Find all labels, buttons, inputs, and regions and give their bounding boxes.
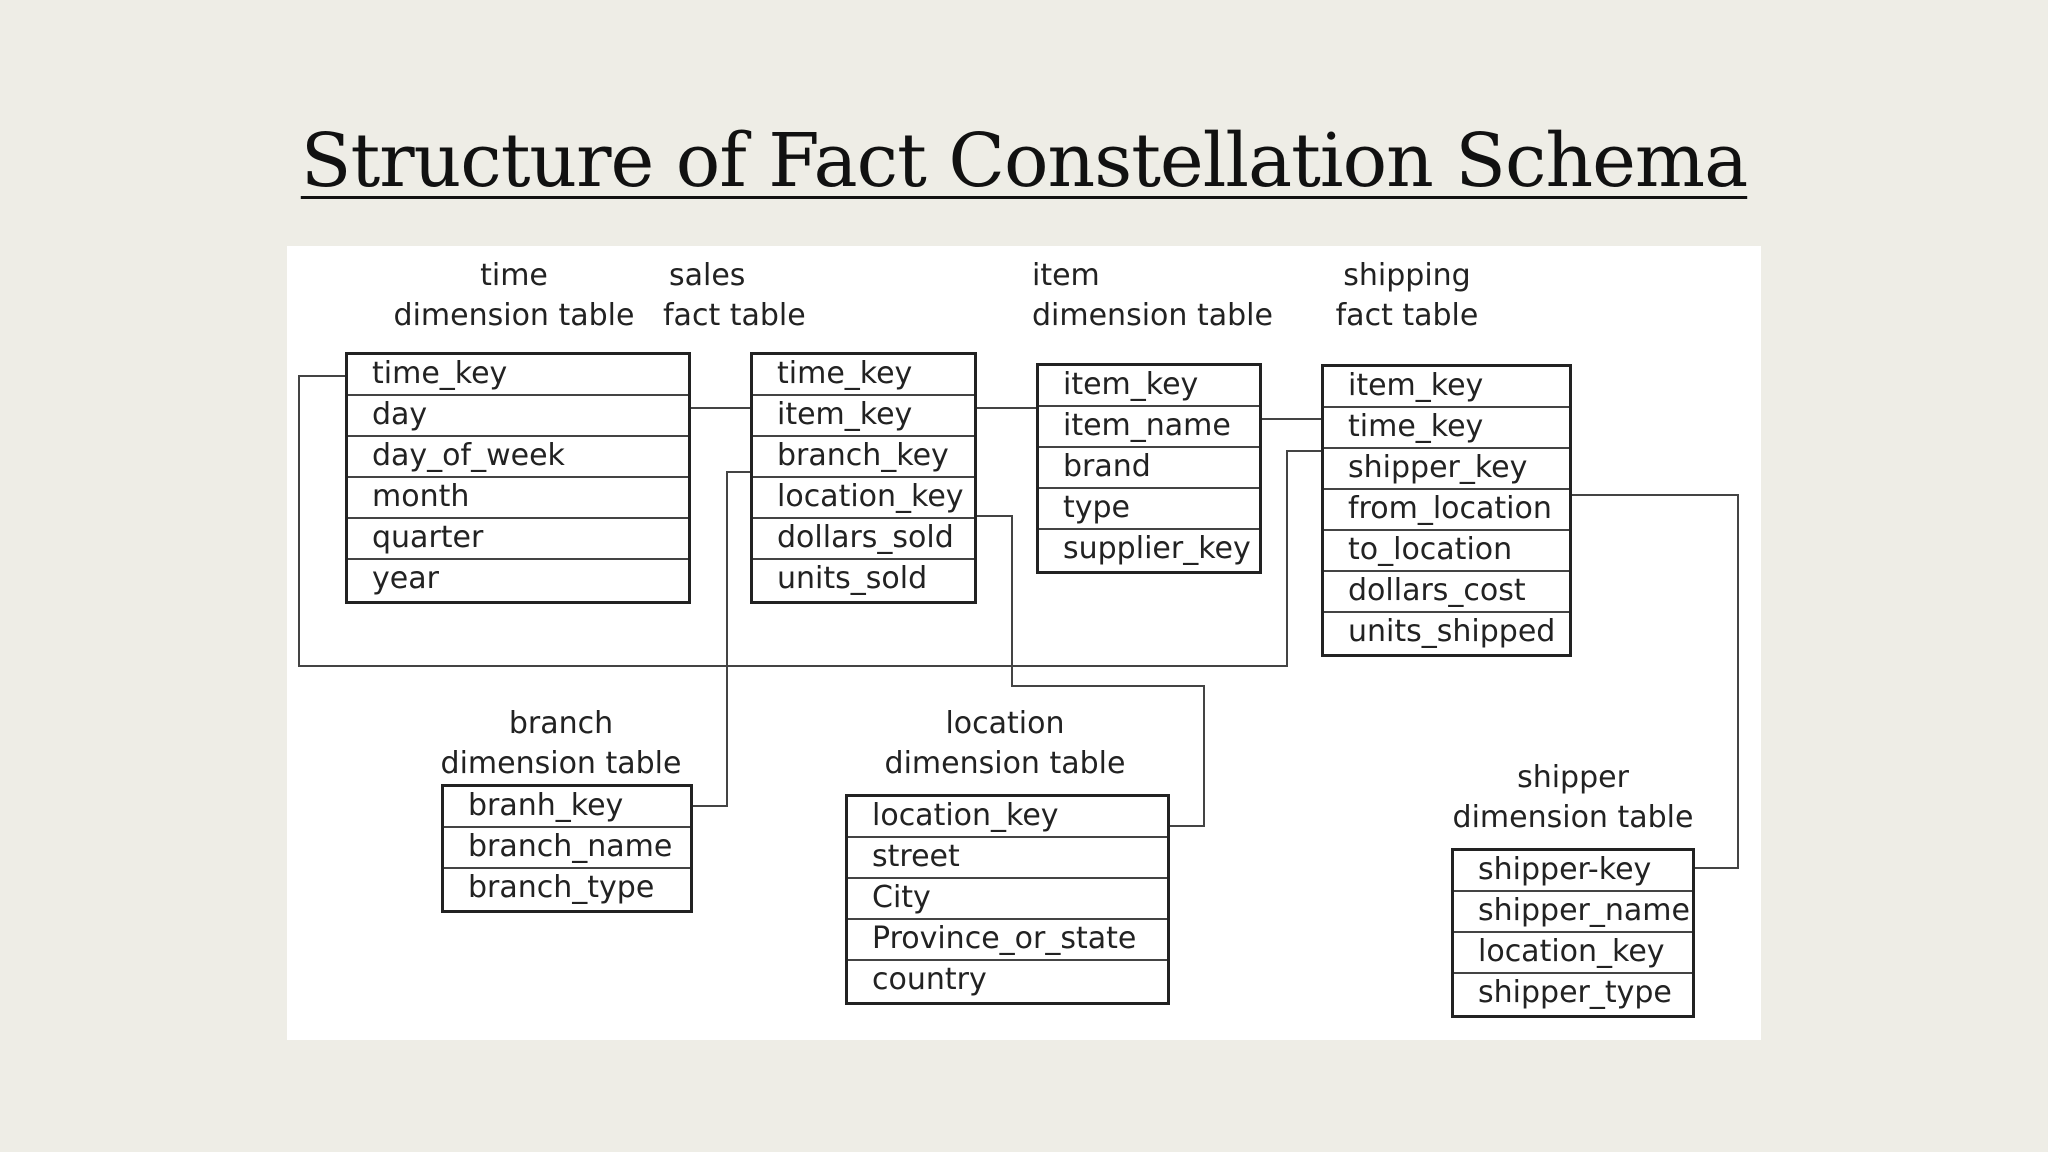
branch-dimension-table <box>441 784 693 913</box>
slide-title: Structure of Fact Constellation Schema <box>300 118 1748 204</box>
table-row: Province_or_state <box>848 920 1167 961</box>
table-row: day_of_week <box>348 437 688 478</box>
table-row: brand <box>1039 448 1259 489</box>
table-row: location_key <box>848 797 1167 838</box>
time-table-caption: time dimension table <box>393 258 635 333</box>
table-row: dollars_sold <box>753 519 974 560</box>
table-row: item_name <box>1039 407 1259 448</box>
sales-fact-table <box>750 352 977 604</box>
table-row: units_shipped <box>1348 614 1556 649</box>
location-table-caption: location dimension table <box>884 706 1126 781</box>
table-row: time_key <box>348 355 688 396</box>
shipper-table-caption: shipper dimension table <box>1452 760 1694 835</box>
table-row: shipper-key <box>1454 851 1692 892</box>
table-row: City <box>848 879 1167 920</box>
shipping-table-caption: shipping fact table <box>1335 258 1479 333</box>
item-dimension-table <box>1036 363 1262 574</box>
table-row: from_location <box>1324 490 1569 531</box>
table-row: day <box>348 396 688 437</box>
table-row: branch_key <box>753 437 974 478</box>
shipper-dimension-table <box>1451 848 1695 1018</box>
shipping-fact-table <box>1321 364 1572 657</box>
table-row: shipper_type <box>1478 975 1672 1010</box>
table-row: type <box>1039 489 1259 530</box>
item-table-caption: item dimension table <box>1032 258 1273 333</box>
table-row: quarter <box>348 519 688 560</box>
table-row: country <box>872 962 987 997</box>
table-row: branch_name <box>444 828 690 869</box>
table-row: dollars_cost <box>1324 572 1569 613</box>
table-row: street <box>848 838 1167 879</box>
table-row: branh_key <box>444 787 690 828</box>
table-row: location_key <box>1454 933 1692 974</box>
schema-diagram <box>287 246 1761 1040</box>
table-row: to_location <box>1324 531 1569 572</box>
sales-table-caption: sales fact table <box>663 258 806 333</box>
table-row: branch_type <box>468 870 655 905</box>
location-dimension-table <box>845 794 1170 1005</box>
table-row: year <box>372 561 439 596</box>
table-row: time_key <box>753 355 974 396</box>
branch-table-caption: branch dimension table <box>440 706 682 781</box>
table-row: item_key <box>1324 367 1569 408</box>
table-row: month <box>348 478 688 519</box>
table-row: shipper_key <box>1324 449 1569 490</box>
table-row: time_key <box>1324 408 1569 449</box>
table-row: item_key <box>753 396 974 437</box>
time-dimension-table <box>345 352 691 604</box>
table-row: units_sold <box>777 561 928 596</box>
table-row: item_key <box>1039 366 1259 407</box>
table-row: shipper_name <box>1454 892 1692 933</box>
table-row: location_key <box>753 478 974 519</box>
table-row: supplier_key <box>1063 531 1251 566</box>
